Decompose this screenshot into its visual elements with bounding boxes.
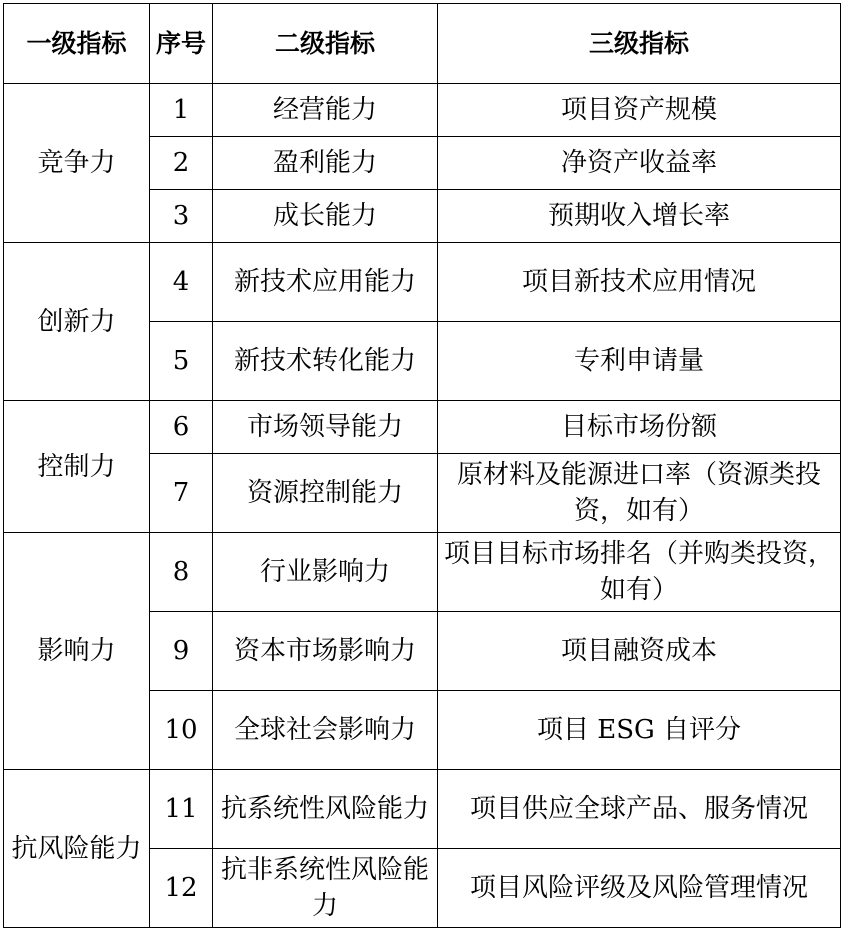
indicator-table (3, 3, 841, 928)
seq-cell: 9 (150, 612, 213, 691)
level2-cell: 成长能力 (213, 190, 438, 243)
seq-cell: 5 (150, 322, 213, 401)
level3-cell: 项目资产规模 (438, 84, 841, 137)
level2-cell: 资源控制能力 (213, 454, 438, 533)
level1-cell: 竞争力 (4, 84, 150, 243)
seq-cell: 6 (150, 401, 213, 454)
level2-cell: 行业影响力 (213, 533, 438, 612)
seq-cell: 12 (150, 849, 213, 928)
header-seq: 序号 (150, 4, 213, 84)
level3-cell: 项目风险评级及风险管理情况 (438, 849, 841, 928)
level3-cell: 原材料及能源进口率（资源类投资，如有） (438, 454, 841, 533)
seq-cell: 1 (150, 84, 213, 137)
level2-cell: 抗非系统性风险能力 (213, 849, 438, 928)
header-level2: 二级指标 (213, 4, 438, 84)
table-row (4, 84, 841, 137)
table-row (4, 243, 841, 322)
level1-cell: 影响力 (4, 533, 150, 770)
level3-cell: 项目融资成本 (438, 612, 841, 691)
level3-cell: 专利申请量 (438, 322, 841, 401)
level1-cell: 创新力 (4, 243, 150, 401)
seq-cell: 3 (150, 190, 213, 243)
level2-cell: 全球社会影响力 (213, 691, 438, 770)
level2-cell: 新技术应用能力 (213, 243, 438, 322)
level2-cell: 盈利能力 (213, 137, 438, 190)
header-row (4, 4, 841, 84)
level3-cell: 目标市场份额 (438, 401, 841, 454)
table-row (4, 401, 841, 454)
level2-cell: 抗系统性风险能力 (213, 770, 438, 849)
table-row (4, 533, 841, 612)
level2-cell: 新技术转化能力 (213, 322, 438, 401)
seq-cell: 4 (150, 243, 213, 322)
seq-cell: 10 (150, 691, 213, 770)
level3-cell: 项目 ESG 自评分 (438, 691, 841, 770)
seq-cell: 2 (150, 137, 213, 190)
seq-cell: 11 (150, 770, 213, 849)
level3-cell: 项目新技术应用情况 (438, 243, 841, 322)
table-row (4, 770, 841, 849)
level3-cell: 预期收入增长率 (438, 190, 841, 243)
level3-cell: 项目目标市场排名（并购类投资，如有） (438, 533, 841, 612)
level2-cell: 市场领导能力 (213, 401, 438, 454)
level2-cell: 资本市场影响力 (213, 612, 438, 691)
level2-cell: 经营能力 (213, 84, 438, 137)
seq-cell: 8 (150, 533, 213, 612)
level3-cell: 净资产收益率 (438, 137, 841, 190)
seq-cell: 7 (150, 454, 213, 533)
level1-cell: 抗风险能力 (4, 770, 150, 928)
header-level1: 一级指标 (4, 4, 150, 84)
level3-cell: 项目供应全球产品、服务情况 (438, 770, 841, 849)
level1-cell: 控制力 (4, 401, 150, 533)
header-level3: 三级指标 (438, 4, 841, 84)
